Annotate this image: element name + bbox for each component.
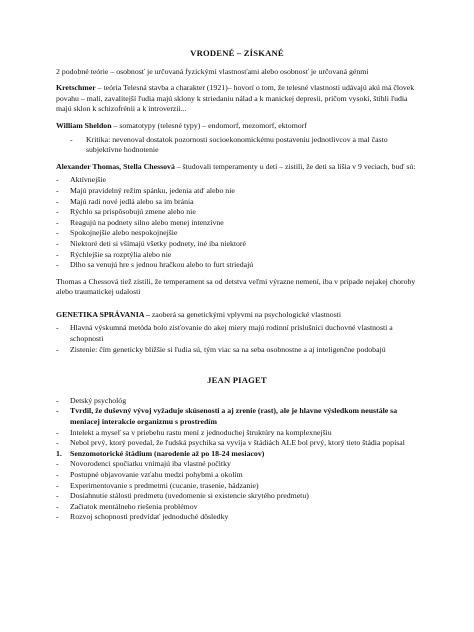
kretschmer-name: Kretschmer <box>56 83 96 93</box>
list-item-text: Nebol prvý, ktorý povedal, že ľudská psychika sa vyvíja v štádiách ALE bol prvý, ktorý tieto štádia popísal <box>70 438 405 448</box>
list-item-text: Postupné objavovanie vzťahu medzi pohybmi a okolím <box>70 470 243 479</box>
heading-jean-piaget: JEAN PIAGET <box>207 375 267 386</box>
piaget-list <box>56 396 418 449</box>
list-item-text: Rozvoj schopnosti predvídať jednoduché dôsledky <box>70 512 229 522</box>
list-item <box>56 218 418 229</box>
thomas-paragraph <box>56 162 418 173</box>
genetika-paragraph <box>56 310 418 321</box>
list-item-text: Tvrdil, že duševný vývoj vyžaduje skúsenosti a aj zrenie (rast), ale je hlavne výsledkom neustále sa meniacej interakcie organizmu s prostredím <box>70 406 398 427</box>
stage-1-list <box>56 459 418 523</box>
list-dash-marker: - <box>56 249 59 259</box>
sheldon-text: – somatotypy (telesné typy) – endomorf, mezomorf, ektomorf <box>111 120 307 130</box>
list-item <box>56 396 418 407</box>
list-dash-marker: - <box>56 470 59 479</box>
list-item <box>56 345 418 356</box>
list-dash-marker: - <box>56 459 59 469</box>
list-dash-marker: - <box>56 260 59 270</box>
kretschmer-text: – teória Telesná stavba a charakter (1921)– hovorí o tom, že telesné vlastnosti udávajú akú má človek povahu – malí, zavalitejší ľudia majú sklony k striedaniu nálad a k manickej depresii, pričom vysokí, štíhli ľudia majú sklon k schizofrénii a k introverzii... <box>56 83 415 114</box>
list-dash-marker: - <box>56 438 59 448</box>
list-dash-marker: - <box>56 175 59 185</box>
list-item <box>56 438 418 449</box>
list-item-text: Majú radi nové jedlá alebo sa im bránia <box>70 196 194 206</box>
list-dash-marker: - <box>56 427 59 437</box>
list-dash-marker: - <box>70 134 73 144</box>
list-dash-marker: - <box>56 185 59 195</box>
list-item <box>56 502 418 513</box>
list-dash-marker: - <box>56 196 59 206</box>
list-dash-marker: - <box>56 344 59 354</box>
list-item-text: Experimentovanie s predmetmi (cucanie, trasenie, hádzanie) <box>70 480 259 490</box>
list-item <box>56 512 418 523</box>
list-dash-marker: - <box>56 217 59 227</box>
list-item-text: Dlho sa venujú hre s jednou hračkou alebo to furt striedajú <box>70 260 254 270</box>
list-item-text: Niektoré deti si všímajú všetky podnety, iné iba niektoré <box>70 238 246 248</box>
list-item <box>56 228 418 239</box>
list-item-text: Začiatok mentálneho riešenia problémov <box>70 501 198 511</box>
list-item <box>56 323 418 344</box>
list-dash-marker: - <box>56 480 59 490</box>
sheldon-list <box>56 135 418 156</box>
list-item-text: Majú pravidelný režim spánku, jedenia atď alebo nie <box>70 185 235 195</box>
list-item-text: Detský psychológ <box>70 395 127 405</box>
thomas-text: – študovali temperamenty u detí – zistili, že deti sa líšia v 9 veciach, buď sú: <box>174 161 416 171</box>
list-item-text: Rýchlejšie sa rozptýlia alebo nie <box>70 249 172 259</box>
list-dash-marker: - <box>56 491 59 501</box>
list-item <box>56 175 418 186</box>
list-item-text: Intelekt a myseľ sa v priebehu rastu mení z jednoduchej štruktúry na komplexnejšiu <box>70 427 332 437</box>
genetika-list <box>56 323 418 355</box>
list-dash-marker: - <box>56 406 59 416</box>
list-item-text: Aktívnejšie <box>70 175 106 185</box>
temperament-list <box>56 175 418 270</box>
sheldon-paragraph <box>56 121 418 132</box>
list-item-text: Dosiahnutie stálosti predmetu (uvedomenie si existencie skrytého predmetu) <box>70 491 309 501</box>
list-item-text: Kritika: nevenoval dostatok pozornosti socioekonomickému postaveniu jednotlivcov a mal často subjektívne hodnotenie <box>86 134 388 155</box>
stage-1-heading <box>56 449 418 460</box>
stage-1-title: Senzomotorické štádium (narodenie až po 18-24 mesiacov) <box>70 448 265 458</box>
list-item-text: Hlavná výskumná metóda bolo zisťovanie do akej miery majú rodinní príslušníci duchovné vlastnosti a schopnosti <box>70 323 393 344</box>
list-item <box>56 135 418 156</box>
list-item <box>56 186 418 197</box>
intro-paragraph: 2 podobné teórie – osobnosť je určovaná fyzickými vlastnosťami alebo osobnosť je určovaná génmi <box>56 66 369 76</box>
list-item <box>56 470 418 481</box>
list-dash-marker: - <box>56 512 59 522</box>
list-item-text: Rýchlo sa prispôsobujú zmene alebo nie <box>70 207 196 217</box>
list-item <box>56 239 418 250</box>
list-item <box>56 406 418 427</box>
list-item <box>56 491 418 502</box>
list-item <box>56 481 418 492</box>
thomas-name: Alexander Thomas, Stella Chessová <box>56 161 175 171</box>
heading-vrodene-ziskane: VRODENÉ – ZÍSKANÉ <box>190 48 284 58</box>
list-item <box>56 260 418 271</box>
list-dash-marker: - <box>56 395 59 405</box>
sheldon-name: William Sheldon <box>56 120 112 130</box>
stage-1-number: 1. <box>56 448 62 458</box>
list-item <box>56 207 418 218</box>
list-item-text: Spokojnejšie alebo nespokojnejšie <box>70 228 178 238</box>
list-dash-marker: - <box>56 207 59 217</box>
kretschmer-paragraph <box>56 83 418 115</box>
genetika-text: zaoberá sa genetickými vplyvmi na psychologické vlastnosti <box>149 309 342 319</box>
list-item-text: Reagujú na podnety silno alebo menej intenzívne <box>70 217 224 227</box>
genetika-name: GENETIKA SPRÁVANIA – <box>56 309 150 319</box>
list-dash-marker: - <box>56 323 59 333</box>
list-item <box>56 197 418 208</box>
list-item <box>56 459 418 470</box>
thomas-conclusion-paragraph: Thomas a Chessová tiež zistili, že temperament sa od detstva veľmi výrazne nemení, iba v prípade nejakej choroby alebo traumatickej udalosti <box>56 276 416 297</box>
list-dash-marker: - <box>56 238 59 248</box>
list-dash-marker: - <box>56 501 59 511</box>
list-item-text: Zistenie: čím geneticky bližšie si ľudia sú, tým viac sa na seba osobnostne a aj inteligenčne podobajú <box>70 344 386 354</box>
list-dash-marker: - <box>56 228 59 238</box>
list-item-text: Novorodenci spočiatku vnímajú iba vlastné počitky <box>70 459 231 469</box>
list-item <box>56 428 418 439</box>
list-item <box>56 250 418 261</box>
